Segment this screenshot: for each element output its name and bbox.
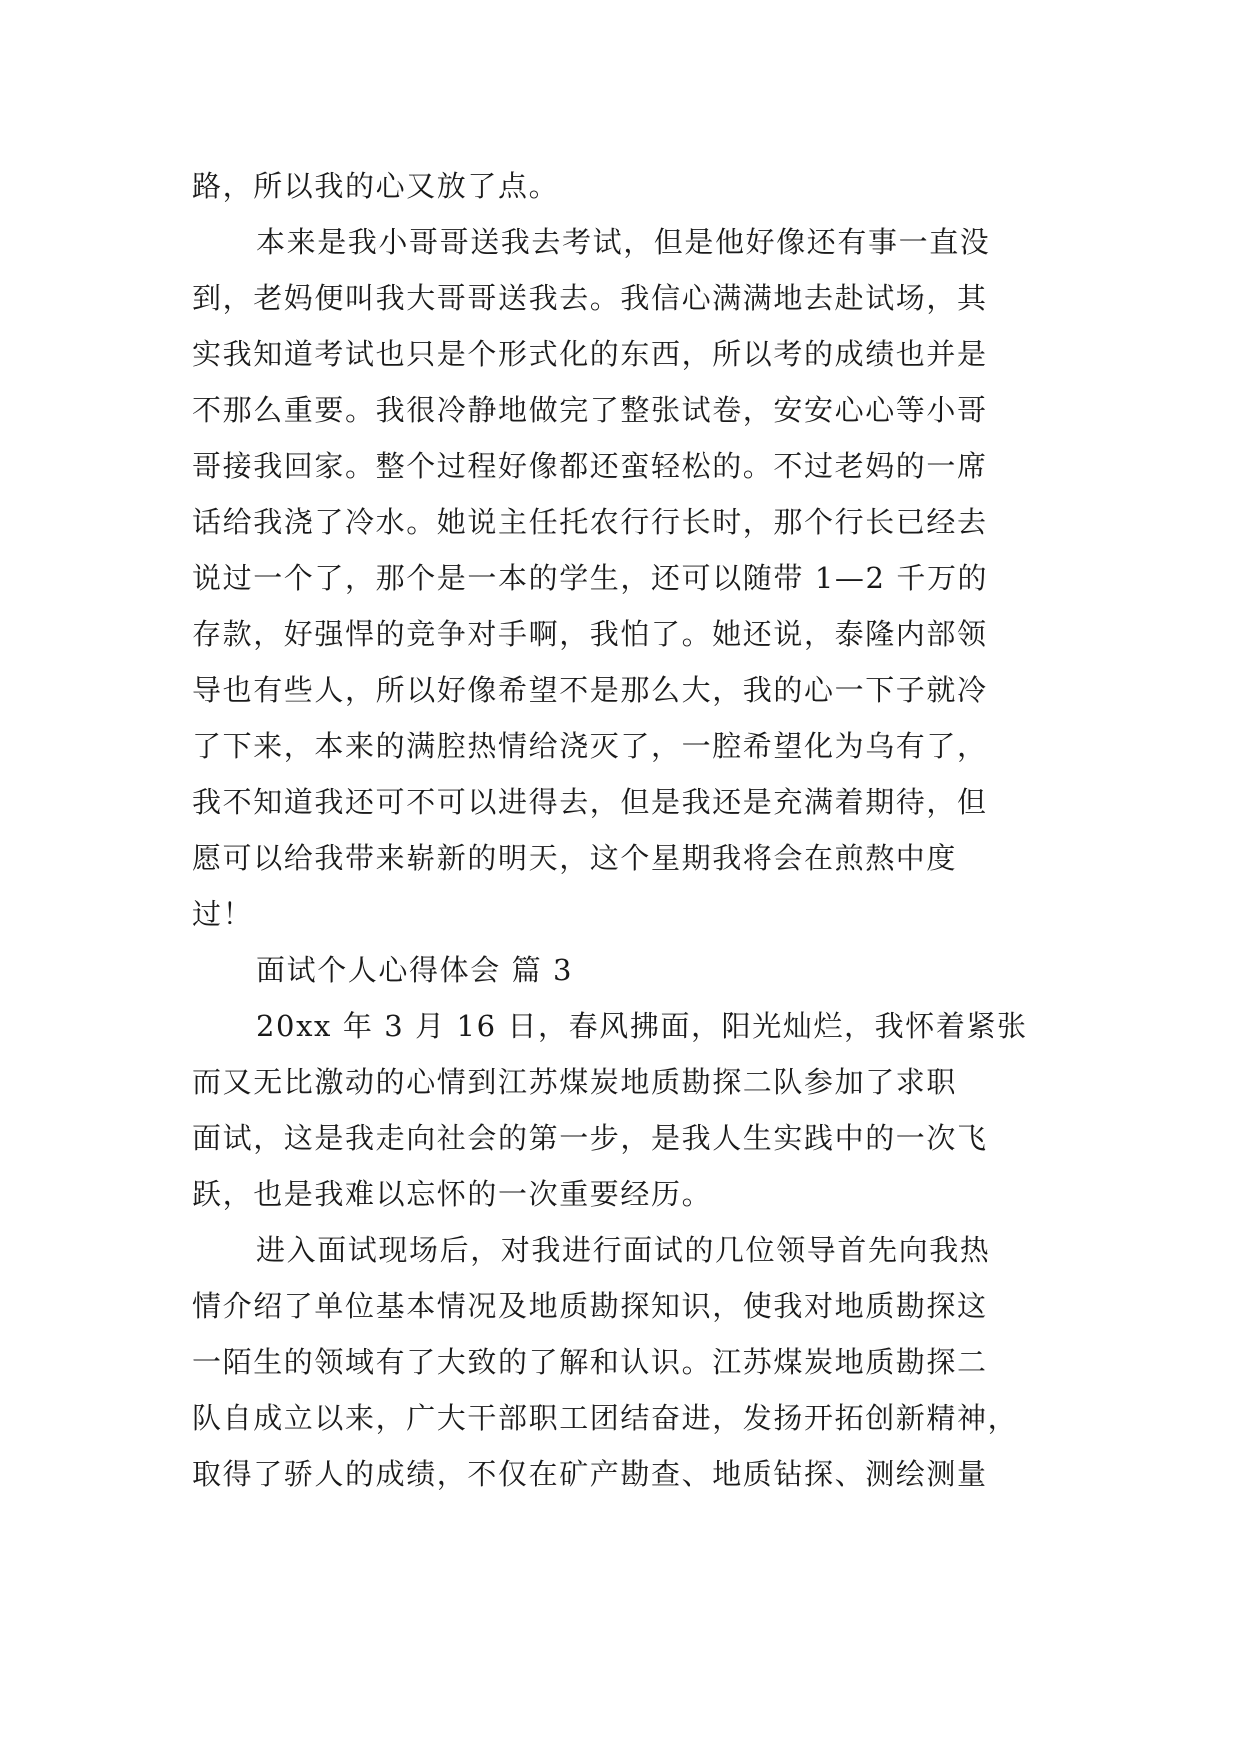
text-line-20: 进入面试现场后，对我进行面试的几位领导首先向我热	[256, 1233, 991, 1267]
text-line-11: 了下来，本来的满腔热情给浇灭了，一腔希望化为乌有了，	[192, 729, 988, 763]
text-line-21: 情介绍了单位基本情况及地质勘探知识，使我对地质勘探这	[192, 1289, 988, 1323]
text-line-10: 导也有些人，所以好像希望不是那么大，我的心一下子就冷	[192, 673, 988, 707]
text-line-16: 20xx 年 3 月 16 日，春风拂面，阳光灿烂，我怀着紧张	[256, 1009, 1028, 1043]
text-line-2: 本来是我小哥哥送我去考试，但是他好像还有事一直没	[256, 225, 991, 259]
text-line-13: 愿可以给我带来崭新的明天，这个星期我将会在煎熬中度	[192, 841, 958, 875]
text-line-6: 哥接我回家。整个过程好像都还蛮轻松的。不过老妈的一席	[192, 449, 988, 483]
text-line-8: 说过一个了，那个是一本的学生，还可以随带 1—2 千万的	[192, 561, 989, 595]
text-line-22: 一陌生的领域有了大致的了解和认识。江苏煤炭地质勘探二	[192, 1345, 988, 1379]
text-line-7: 话给我浇了冷水。她说主任托农行行长时，那个行长已经去	[192, 505, 988, 539]
text-line-14: 过！	[192, 897, 254, 931]
text-line-19: 跃，也是我难以忘怀的一次重要经历。	[192, 1177, 713, 1211]
section-heading: 面试个人心得体会 篇 3	[256, 953, 574, 987]
document-body	[192, 158, 1072, 1502]
text-line-3: 到，老妈便叫我大哥哥送我去。我信心满满地去赴试场，其	[192, 281, 988, 315]
text-line-24: 取得了骄人的成绩，不仅在矿产勘查、地质钻探、测绘测量	[192, 1457, 988, 1491]
text-line-9: 存款，好强悍的竞争对手啊，我怕了。她还说，泰隆内部领	[192, 617, 988, 651]
text-line-18: 面试，这是我走向社会的第一步，是我人生实践中的一次飞	[192, 1121, 988, 1155]
text-line-5: 不那么重要。我很冷静地做完了整张试卷，安安心心等小哥	[192, 393, 988, 427]
text-line-1: 路，所以我的心又放了点。	[192, 169, 560, 203]
text-line-4: 实我知道考试也只是个形式化的东西，所以考的成绩也并是	[192, 337, 988, 371]
text-line-17: 而又无比激动的心情到江苏煤炭地质勘探二队参加了求职	[192, 1065, 958, 1099]
text-line-12: 我不知道我还可不可以进得去，但是我还是充满着期待，但	[192, 785, 988, 819]
text-line-23: 队自成立以来，广大干部职工团结奋进，发扬开拓创新精神，	[192, 1401, 1019, 1435]
